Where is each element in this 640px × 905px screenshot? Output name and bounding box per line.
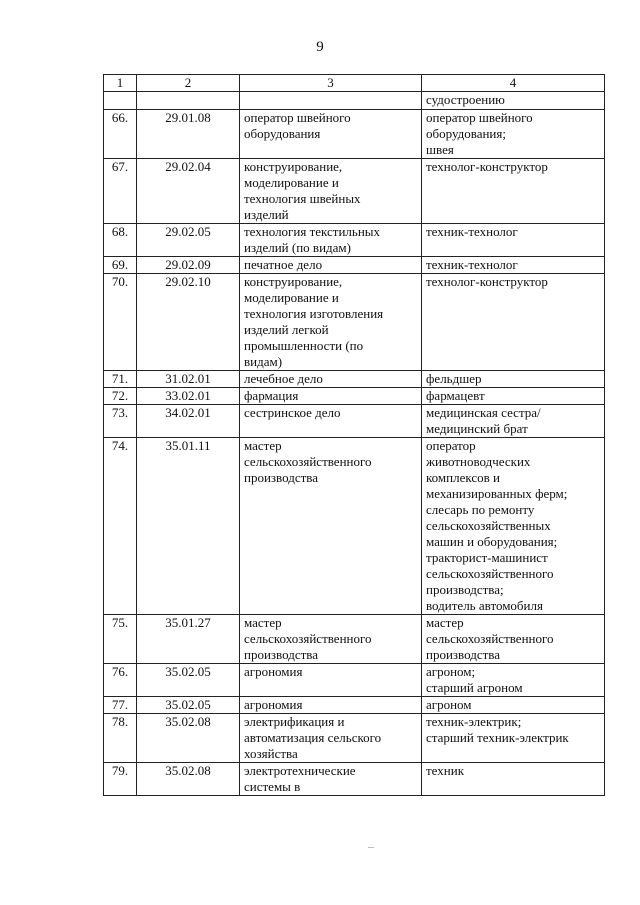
column-header: 1 [104,75,137,92]
qualification: фельдшер [422,371,605,388]
specialty-name: конструирование, моделирование и технология изготовления изделий легкой промышленности (по видам) [240,274,422,371]
specialty-code: 29.02.09 [137,257,240,274]
row-number: 77. [104,697,137,714]
row-number: 68. [104,224,137,257]
table-row [104,714,605,763]
specialty-code: 35.02.08 [137,714,240,763]
qualification: техник-технолог [422,257,605,274]
table-row [104,274,605,371]
table-row [104,664,605,697]
specialty-name: агрономия [240,664,422,697]
specialty-code: 35.02.08 [137,763,240,796]
specialty-name: фармация [240,388,422,405]
specialty-name: агрономия [240,697,422,714]
table-row [104,438,605,615]
qualification: медицинская сестра/ медицинский брат [422,405,605,438]
qualification: агроном [422,697,605,714]
specialty-name: конструирование, моделирование и технология швейных изделий [240,159,422,224]
row-number [104,92,137,110]
qualification: техник-электрик; старший техник-электрик [422,714,605,763]
specialty-code: 35.02.05 [137,697,240,714]
qualification: техник [422,763,605,796]
row-number: 67. [104,159,137,224]
specialty-name: электрификация и автоматизация сельского хозяйства [240,714,422,763]
table-row [104,224,605,257]
specialty-code: 33.02.01 [137,388,240,405]
specialty-name [240,92,422,110]
table-row [104,388,605,405]
specialty-code [137,92,240,110]
specialty-name: мастер сельскохозяйственного производства [240,438,422,615]
specialty-name: сестринское дело [240,405,422,438]
table-row [104,110,605,159]
specialty-code: 29.02.04 [137,159,240,224]
row-number: 75. [104,615,137,664]
table-header-row [104,75,605,92]
row-number: 69. [104,257,137,274]
specialty-name: оператор швейного оборудования [240,110,422,159]
qualification: техник-технолог [422,224,605,257]
table-row-continuation [104,92,605,110]
qualification: технолог-конструктор [422,274,605,371]
page-number: 9 [316,39,324,55]
table-row [104,405,605,438]
specialties-table [103,74,605,796]
qualification: агроном; старший агроном [422,664,605,697]
specialty-code: 29.02.10 [137,274,240,371]
row-number: 79. [104,763,137,796]
specialty-code: 29.02.05 [137,224,240,257]
scan-mark [368,847,374,848]
row-number: 71. [104,371,137,388]
table-row [104,159,605,224]
qualification: фармацевт [422,388,605,405]
qualification: оператор швейного оборудования; швея [422,110,605,159]
qualification: судостроению [422,92,605,110]
table-row [104,763,605,796]
specialty-name: электротехнические системы в [240,763,422,796]
row-number: 76. [104,664,137,697]
column-header: 2 [137,75,240,92]
column-header: 3 [240,75,422,92]
specialty-code: 31.02.01 [137,371,240,388]
qualification: мастер сельскохозяйственного производства [422,615,605,664]
column-header: 4 [422,75,605,92]
row-number: 78. [104,714,137,763]
qualification: оператор животноводческих комплексов и механизированных ферм; слесарь по ремонту сельскохозяйственных машин и оборудования; тракторист-машинист сельскохозяйственного производства; водитель автомобиля [422,438,605,615]
specialty-code: 35.01.11 [137,438,240,615]
specialty-code: 29.01.08 [137,110,240,159]
specialty-code: 35.01.27 [137,615,240,664]
row-number: 70. [104,274,137,371]
specialty-code: 35.02.05 [137,664,240,697]
row-number: 74. [104,438,137,615]
specialty-code: 34.02.01 [137,405,240,438]
table-row [104,257,605,274]
row-number: 72. [104,388,137,405]
specialty-name: технология текстильных изделий (по видам) [240,224,422,257]
table-row [104,371,605,388]
row-number: 73. [104,405,137,438]
qualification: технолог-конструктор [422,159,605,224]
specialty-name: мастер сельскохозяйственного производства [240,615,422,664]
specialty-name: печатное дело [240,257,422,274]
row-number: 66. [104,110,137,159]
table-row [104,697,605,714]
table-row [104,615,605,664]
specialty-name: лечебное дело [240,371,422,388]
